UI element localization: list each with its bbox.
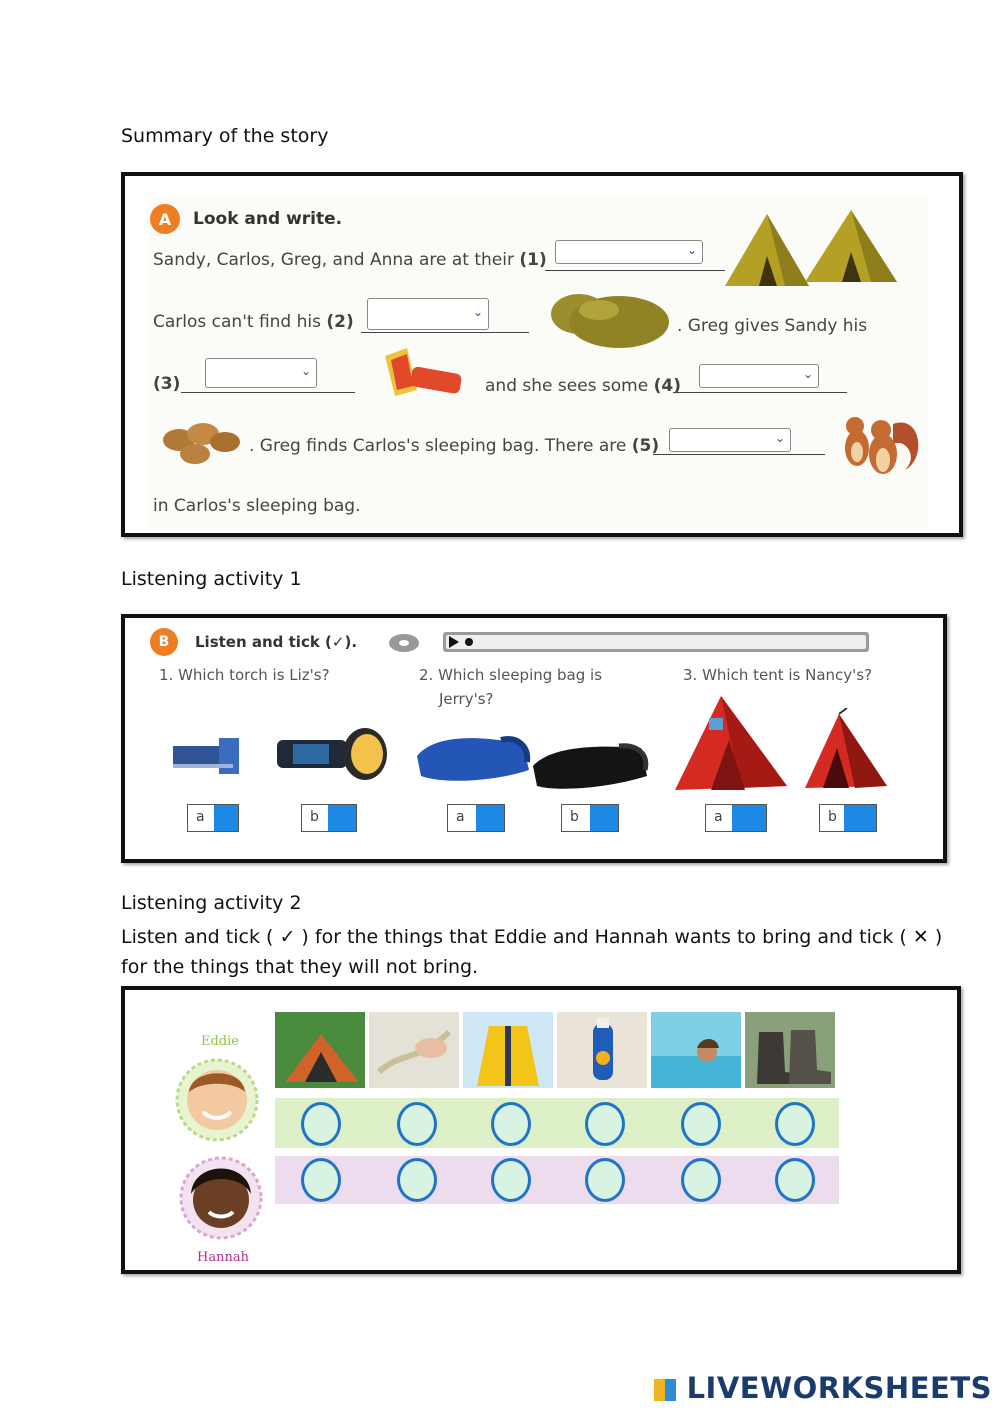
blank-2-underline bbox=[361, 332, 529, 333]
option-letter: b bbox=[310, 809, 319, 825]
listening-1-heading: Listening activity 1 bbox=[121, 568, 302, 590]
blank-1-number: (1) bbox=[519, 250, 547, 270]
eddie-circle-swimming[interactable] bbox=[681, 1102, 721, 1146]
photo-tent bbox=[275, 1012, 365, 1088]
story-line-5: in Carlos's sleeping bag. bbox=[153, 496, 361, 516]
instruction-part-1: Listen and tick ( bbox=[121, 926, 274, 948]
blank-2-dropdown[interactable] bbox=[367, 298, 489, 330]
question-2-line-1: 2. Which sleeping bag is bbox=[419, 666, 603, 684]
play-icon[interactable] bbox=[447, 635, 477, 649]
listening-2-heading: Listening activity 2 bbox=[121, 892, 302, 914]
black-sleeping-bag-icon bbox=[529, 736, 651, 794]
blank-4-number: (4) bbox=[653, 376, 681, 396]
blank-1-underline bbox=[545, 270, 725, 271]
cd-audio-icon bbox=[387, 632, 421, 654]
cross-icon: ✕ bbox=[912, 926, 929, 948]
chevron-down-icon: ⌄ bbox=[686, 243, 697, 257]
big-red-tent-icon bbox=[671, 690, 791, 798]
photo-raincoat bbox=[463, 1012, 553, 1088]
eddie-circle-boots[interactable] bbox=[775, 1102, 815, 1146]
listen-and-tick-panel bbox=[121, 614, 947, 863]
sleeping-bag-icon bbox=[549, 288, 671, 350]
tents-icon bbox=[725, 208, 905, 290]
question-3: 3. Which tent is Nancy's? bbox=[683, 666, 873, 684]
section-a-title: Look and write. bbox=[193, 209, 343, 229]
option-letter: a bbox=[714, 809, 723, 825]
eddie-avatar bbox=[175, 1054, 259, 1146]
hannah-circle-tent[interactable] bbox=[301, 1158, 341, 1202]
photo-swimming bbox=[651, 1012, 741, 1088]
option-letter: b bbox=[828, 809, 837, 825]
story-line-3 bbox=[485, 376, 681, 396]
chevron-down-icon: ⌄ bbox=[802, 367, 813, 381]
blank-3-dropdown[interactable] bbox=[205, 358, 317, 388]
story-line-3-text: and she sees some bbox=[485, 376, 649, 396]
instruction-part-2: ) for the things that Eddie and Hannah wants to bring and tick ( bbox=[301, 926, 907, 948]
blank-3-number: (3) bbox=[153, 374, 181, 394]
hannah-circle-map[interactable] bbox=[397, 1158, 437, 1202]
option-q1-b[interactable] bbox=[301, 804, 357, 832]
photo-boots bbox=[745, 1012, 835, 1088]
option-q1-a[interactable] bbox=[187, 804, 239, 832]
chevron-down-icon: ⌄ bbox=[472, 305, 483, 319]
story-line-4 bbox=[249, 436, 659, 456]
section-b-badge: B bbox=[150, 628, 178, 656]
large-torch-icon bbox=[273, 726, 391, 782]
torch-icon bbox=[377, 346, 465, 404]
look-and-write-panel bbox=[121, 172, 963, 537]
logo-mark-icon bbox=[654, 1379, 676, 1401]
story-line-4-text: . Greg finds Carlos's sleeping bag. There are bbox=[249, 436, 627, 456]
liveworksheets-logo bbox=[654, 1371, 992, 1405]
option-letter: b bbox=[570, 809, 579, 825]
small-red-tent-icon bbox=[799, 708, 893, 794]
option-letter: a bbox=[456, 809, 465, 825]
option-letter: a bbox=[196, 809, 205, 825]
hannah-circle-sunscreen[interactable] bbox=[585, 1158, 625, 1202]
option-q3-b[interactable] bbox=[819, 804, 877, 832]
blank-3-underline bbox=[181, 392, 355, 393]
story-line-2b: . Greg gives Sandy his bbox=[677, 316, 868, 336]
chevron-down-icon: ⌄ bbox=[774, 431, 785, 445]
blank-4-underline bbox=[673, 392, 847, 393]
blank-4-dropdown[interactable] bbox=[699, 364, 819, 388]
hannah-label: Hannah bbox=[197, 1250, 249, 1265]
listening-2-instruction-line-2: for the things that they will not bring. bbox=[121, 956, 479, 978]
tick-icon: ✓ bbox=[279, 926, 296, 948]
eddie-label: Eddie bbox=[201, 1034, 239, 1049]
blue-sleeping-bag-icon bbox=[413, 726, 533, 788]
hannah-circle-boots[interactable] bbox=[775, 1158, 815, 1202]
story-line-1 bbox=[153, 250, 547, 270]
hannah-answer-row bbox=[275, 1156, 839, 1204]
instruction-part-3: ) bbox=[934, 926, 943, 948]
eddie-circle-raincoat[interactable] bbox=[491, 1102, 531, 1146]
chevron-down-icon: ⌄ bbox=[300, 364, 311, 378]
photo-sunscreen bbox=[557, 1012, 647, 1088]
blank-5-dropdown[interactable] bbox=[669, 428, 791, 452]
photo-map bbox=[369, 1012, 459, 1088]
summary-heading: Summary of the story bbox=[121, 125, 329, 147]
question-2-line-2: Jerry's? bbox=[439, 690, 494, 708]
eddie-answer-row bbox=[275, 1098, 839, 1148]
nuts-icon bbox=[159, 418, 243, 470]
blank-1-dropdown[interactable] bbox=[555, 240, 703, 264]
section-b-title: Listen and tick (✓). bbox=[195, 633, 358, 651]
eddie-circle-sunscreen[interactable] bbox=[585, 1102, 625, 1146]
story-line-2 bbox=[153, 312, 354, 332]
blank-5-number: (5) bbox=[631, 436, 660, 456]
hannah-circle-raincoat[interactable] bbox=[491, 1158, 531, 1202]
audio-player[interactable] bbox=[443, 632, 869, 652]
listening-2-instruction bbox=[121, 926, 942, 948]
hannah-avatar bbox=[179, 1152, 263, 1244]
bring-items-panel bbox=[121, 986, 961, 1274]
blank-5-underline bbox=[653, 454, 825, 455]
eddie-circle-map[interactable] bbox=[397, 1102, 437, 1146]
option-q2-b[interactable] bbox=[561, 804, 619, 832]
story-line-2-text: Carlos can't find his bbox=[153, 312, 321, 332]
hannah-circle-swimming[interactable] bbox=[681, 1158, 721, 1202]
story-line-1-text: Sandy, Carlos, Greg, and Anna are at their bbox=[153, 250, 514, 270]
section-a-badge: A bbox=[150, 204, 180, 234]
blank-2-number: (2) bbox=[326, 312, 354, 332]
eddie-circle-tent[interactable] bbox=[301, 1102, 341, 1146]
squirrels-icon bbox=[835, 404, 923, 490]
question-1: 1. Which torch is Liz's? bbox=[159, 666, 330, 684]
option-q2-a[interactable] bbox=[447, 804, 505, 832]
logo-text: LIVEWORKSHEETS bbox=[686, 1371, 992, 1405]
small-torch-icon bbox=[169, 736, 245, 778]
option-q3-a[interactable] bbox=[705, 804, 767, 832]
